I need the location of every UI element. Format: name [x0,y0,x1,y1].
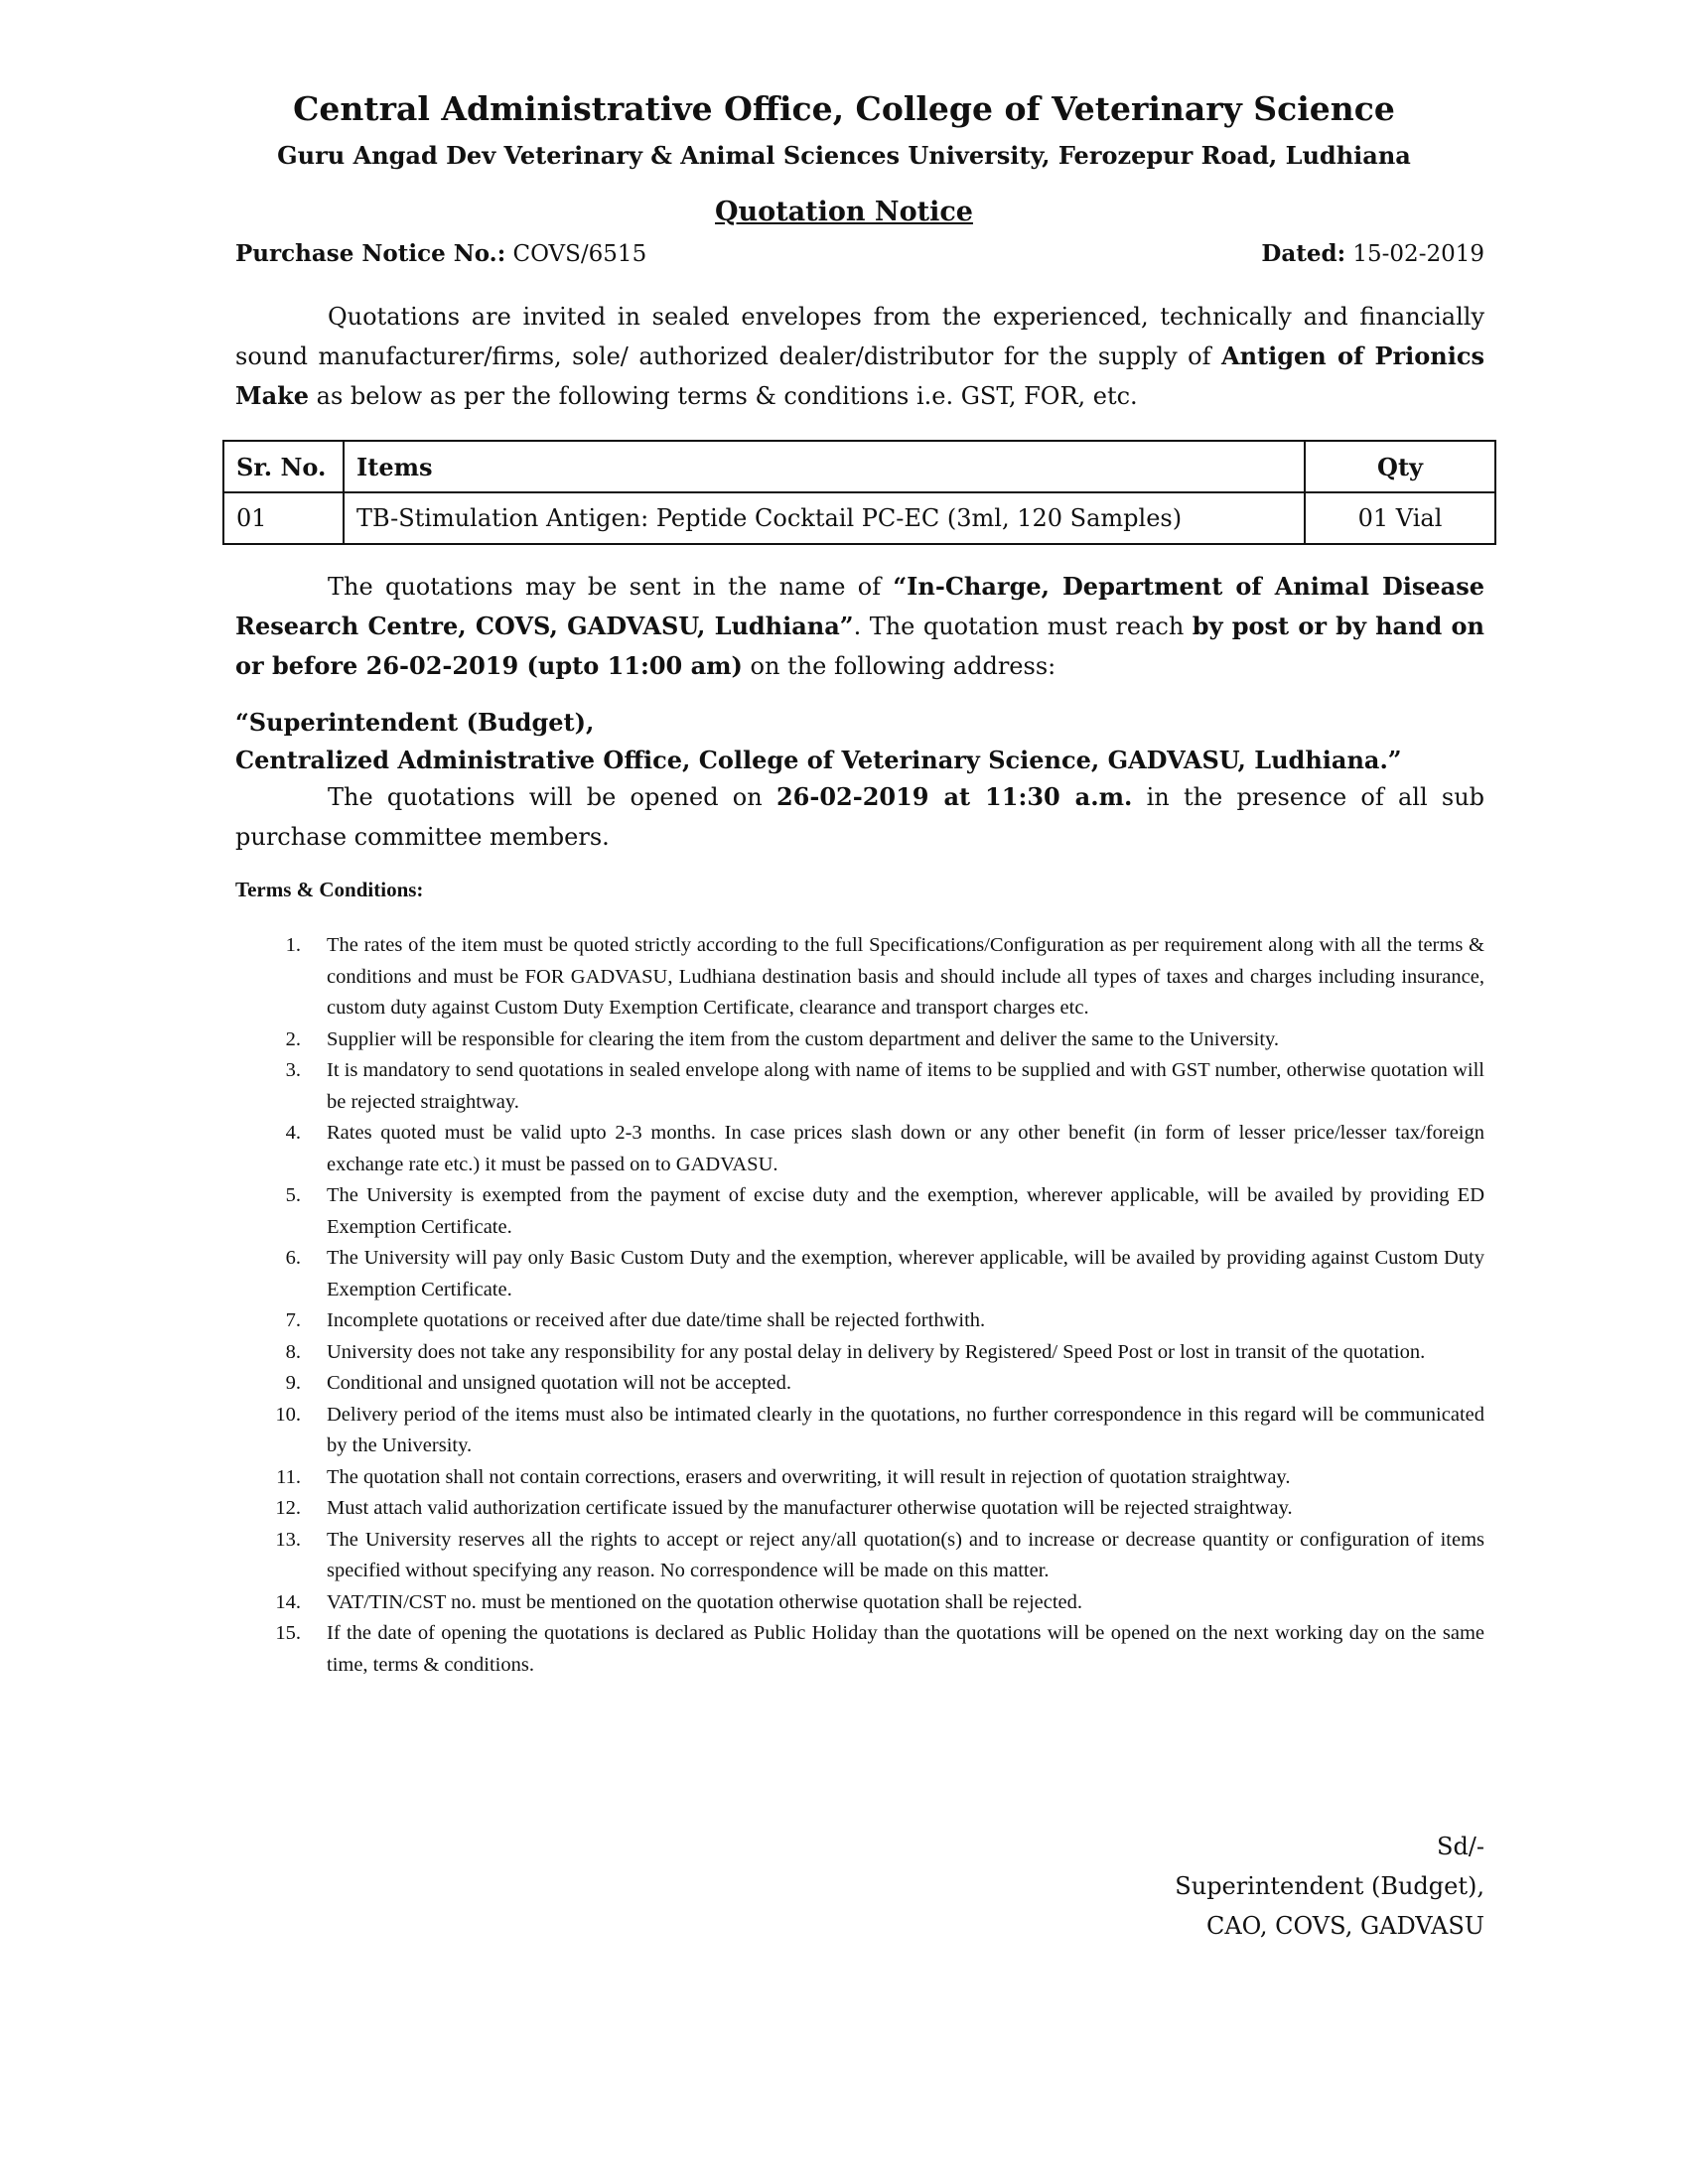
terms-heading: Terms & Conditions: [235,878,424,901]
list-item: 15. If the date of opening the quotations is declared as Public Holiday than the quotations will be opened on the next working day on the same time, terms & conditions. [275,1622,1484,1676]
intro-text-2: as below as per the following terms & conditions i.e. GST, FOR, etc. [309,382,1138,410]
list-item: 9. Conditional and unsigned quotation will not be accepted. [285,1372,791,1394]
signature-sd: Sd/- [1437,1833,1484,1860]
opening-paragraph [235,777,1484,857]
signature-block [1175,1827,1484,1946]
term-text: Incomplete quotations or received after due date/time shall be rejected forthwith. [327,1309,986,1331]
notice-date-value: 15-02-2019 [1345,241,1484,267]
term-text: Supplier will be responsible for clearing the item from the custom department and deliver the same to the University. [327,1027,1280,1050]
send-paragraph [235,567,1484,686]
opening-text-2: in the presence of all sub purchase committee members. [235,783,1485,851]
term-text: Delivery period of the items must also be intimated clearly in the quotations, no further correspondence in this regard will be communicated by the University. [327,1403,1484,1456]
term-text: Must attach valid authorization certificate issued by the manufacturer otherwise quotation will be rejected straightway. [327,1497,1293,1519]
term-text: The quotation shall not contain corrections, erasers and overwriting, it will result in rejection of quotation straightway. [327,1465,1291,1488]
term-text: It is mandatory to send quotations in sealed envelope along with name of items to be supplied and with GST number, otherwise quotation will be rejected straightway. [327,1059,1484,1113]
list-item: 6. The University will pay only Basic Custom Duty and the exemption, wherever applicable, will be availed by providing against Custom Duty Exemption Certificate. [285,1247,1484,1300]
opening-text-1: The quotations will be opened on [328,783,776,811]
send-text-2: . The quotation must reach [853,613,1193,640]
term-text: The University reserves all the rights to accept or reject any/all quotation(s) and to increase or decrease quantity or configuration of items specified without specifying any reason. No correspondence will be made on this matter. [327,1528,1484,1581]
send-deadline: by post or by hand on or before 26-02-2019 (upto 11:00 am) [235,612,1484,680]
term-text: Conditional and unsigned quotation will not be accepted. [327,1372,791,1394]
signature-office: CAO, COVS, GADVASU [1205,1912,1484,1940]
intro-paragraph [235,297,1484,416]
list-item: 14. VAT/TIN/CST no. must be mentioned on the quotation otherwise quotation shall be rejected. [275,1590,1083,1613]
header-items: Items [344,441,1305,492]
send-text-1: The quotations may be sent in the name of [328,573,894,601]
notice-date-label: Dated: [1261,240,1346,267]
list-item: 5. The University is exempted from the payment of excise duty and the exemption, wherever applicable, will be availed by providing ED Exemption Certificate. [285,1184,1484,1238]
intro-text-1: Quotations are invited in sealed envelopes from the experienced, technically and financially sound manufacturer/firms, sole/ authorized dealer/distributor for the supply of [235,303,1484,370]
term-text: University does not take any responsibility for any postal delay in delivery by Registered/ Speed Post or lost in transit of the quotation. [327,1340,1426,1363]
purchase-notice-label: Purchase Notice No.: [235,240,506,267]
address-line-1: “Superintendent (Budget), [235,708,595,737]
list-item: 2. Supplier will be responsible for clearing the item from the custom department and deliver the same to the University. [285,1027,1280,1050]
term-text: If the date of opening the quotations is declared as Public Holiday than the quotations will be opened on the next working day on the same time, terms & conditions. [327,1622,1484,1676]
cell-qty: 01 Vial [1305,492,1495,544]
term-text: The rates of the item must be quoted strictly according to the full Specifications/Configuration as per requirement along with all the terms & conditions and must be FOR GADVASU, Ludhiana destination basis and should include all types of taxes and charges including insurance, custom duty against Custom Duty Exemption Certificate, clearance and transport charges etc. [327,934,1484,1019]
term-text: The University is exempted from the payment of excise duty and the exemption, wherever applicable, will be availed by providing ED Exemption Certificate. [327,1184,1484,1238]
notice-title-text: Quotation Notice [715,197,973,227]
notice-meta [235,240,1484,267]
address-line-2: Centralized Administrative Office, College of Veterinary Science, GADVASU, Ludhiana.” [235,746,1402,774]
list-item: 10. Delivery period of the items must also be intimated clearly in the quotations, no further correspondence in this regard will be communicated by the University. [275,1403,1484,1456]
cell-item: TB-Stimulation Antigen: Peptide Cocktail PC-EC (3ml, 120 Samples) [344,492,1305,544]
purchase-notice [235,241,646,267]
notice-date [1261,240,1484,267]
header-sr-no: Sr. No. [223,441,344,492]
list-item: 12. Must attach valid authorization certificate issued by the manufacturer otherwise quotation will be rejected straightway. [275,1497,1293,1519]
purchase-notice-value: COVS/6515 [505,241,647,267]
list-item: 1. The rates of the item must be quoted strictly according to the full Specifications/Configuration as per requirement along with all the terms & conditions and must be FOR GADVASU, Ludhiana destination basis and should include all types of taxes and charges including insurance, custom duty against Custom Duty Exemption Certificate, clearance and transport charges etc. [285,934,1484,1019]
list-item: 11. The quotation shall not contain corrections, erasers and overwriting, it will result in rejection of quotation straightway. [276,1465,1291,1488]
send-text-3: on the following address: [742,652,1056,680]
table-row [223,492,1495,544]
list-item: 8. University does not take any responsibility for any postal delay in delivery by Registered/ Speed Post or lost in transit of the quotation. [285,1340,1426,1363]
list-item: 3. It is mandatory to send quotations in sealed envelope along with name of items to be supplied and with GST number, otherwise quotation will be rejected straightway. [285,1059,1484,1113]
table-header-row [223,441,1495,492]
term-text: The University will pay only Basic Custom Duty and the exemption, wherever applicable, will be availed by providing against Custom Duty Exemption Certificate. [327,1247,1484,1300]
header-qty: Qty [1305,441,1495,492]
opening-datetime: 26-02-2019 at 11:30 a.m. [775,782,1133,811]
send-addressee: “In-Charge, Department of Animal Disease Research Centre, COVS, GADVASU, Ludhiana” [235,572,1485,640]
cell-sr-no: 01 [223,492,344,544]
items-table [222,440,1496,545]
intro-product: Antigen of Prionics Make [235,341,1485,410]
notice-title [0,197,1688,227]
signature-title: Superintendent (Budget), [1175,1872,1484,1900]
term-text: Rates quoted must be valid upto 2-3 months. In case prices slash down or any other benefit (in form of lesser price/lesser tax/foreign exchange rate etc.) it must be passed on to GADVASU. [327,1122,1484,1175]
term-text: VAT/TIN/CST no. must be mentioned on the quotation otherwise quotation shall be rejected. [327,1590,1083,1613]
list-item: 13. The University reserves all the rights to accept or reject any/all quotation(s) and to increase or decrease quantity or configuration of items specified without specifying any reason. No correspondence will be made on this matter. [275,1528,1484,1581]
office-heading: Central Administrative Office, College of Veterinary Science [293,89,1395,128]
university-heading: Guru Angad Dev Veterinary & Animal Sciences University, Ferozepur Road, Ludhiana [277,141,1411,170]
terms-list [235,930,1484,1681]
list-item: 4. Rates quoted must be valid upto 2-3 months. In case prices slash down or any other benefit (in form of lesser price/lesser tax/foreign exchange rate etc.) it must be passed on to GADVASU. [285,1122,1484,1175]
list-item: 7. Incomplete quotations or received after due date/time shall be rejected forthwith. [285,1309,986,1331]
